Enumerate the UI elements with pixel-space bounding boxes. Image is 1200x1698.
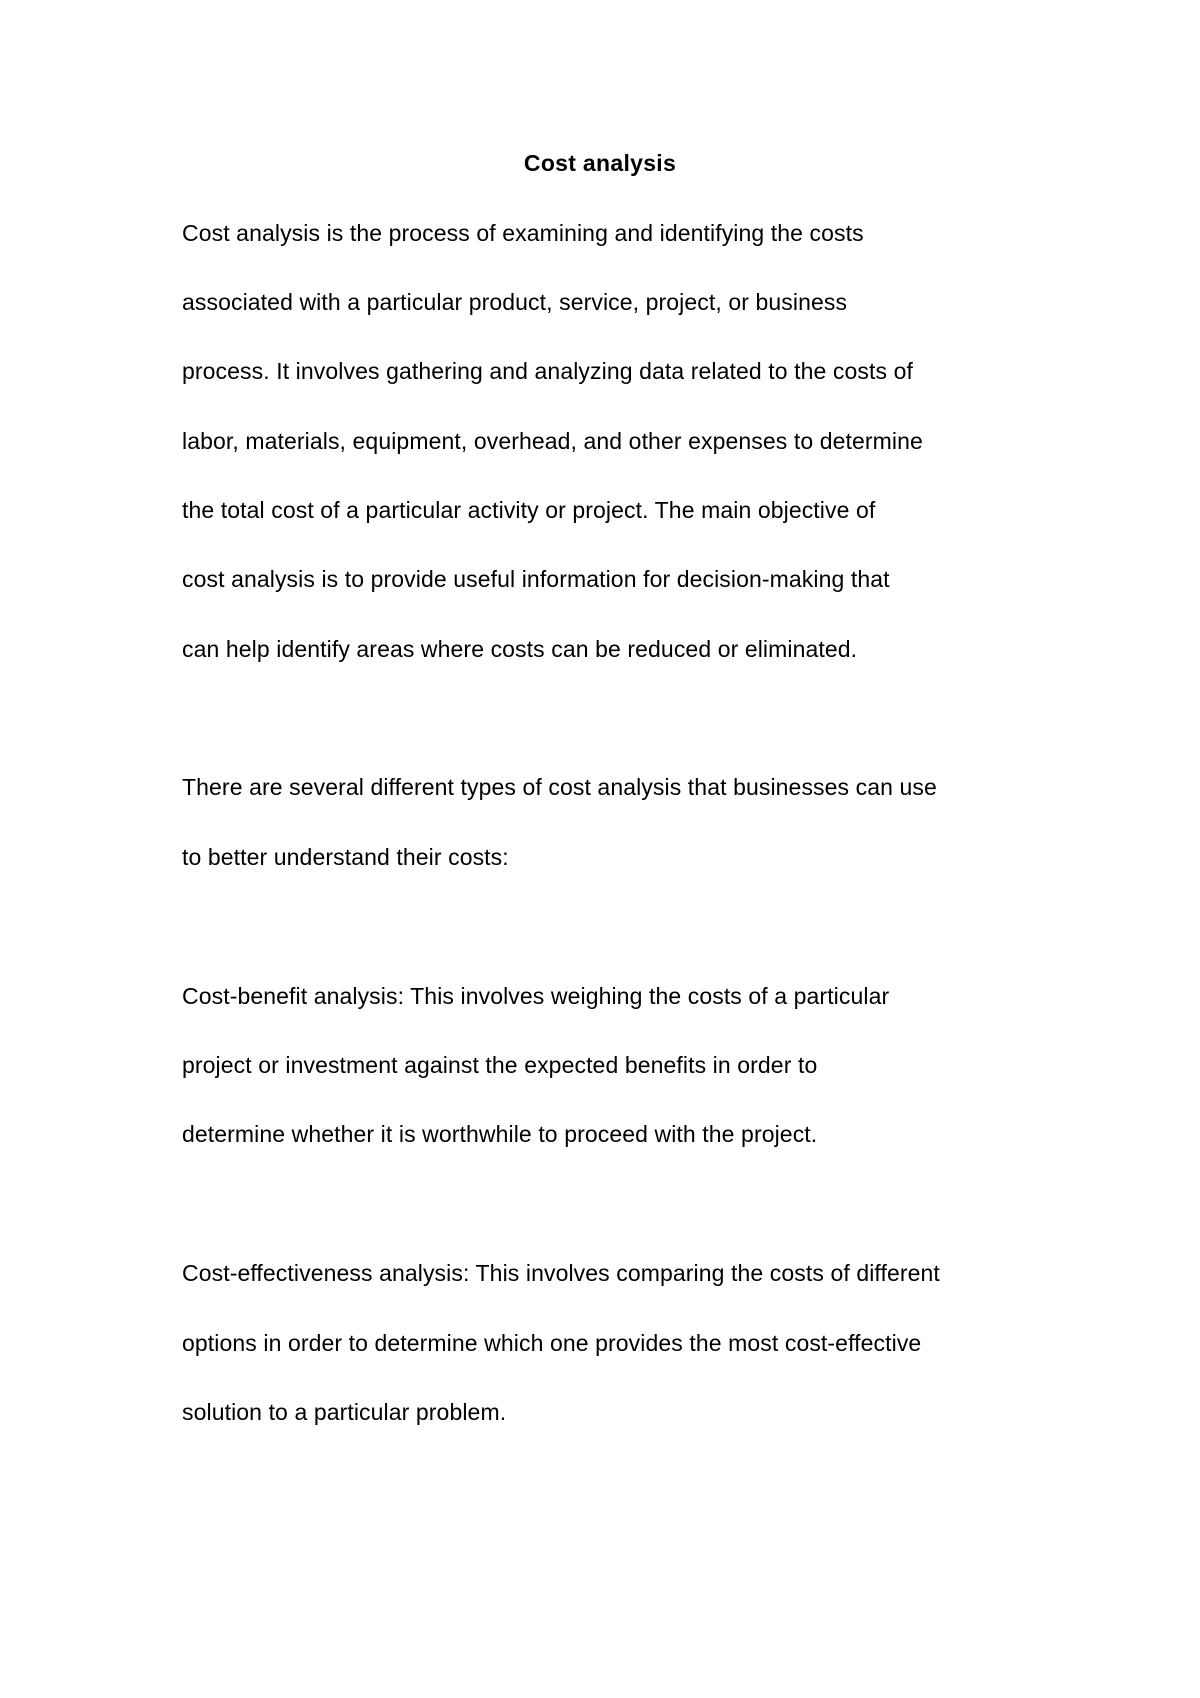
text-line: Cost-effectiveness analysis: This involves comparing the costs of different [182,1260,940,1286]
text-line: the total cost of a particular activity or project. The main objective of [182,497,876,523]
text-line: determine whether it is worthwhile to proceed with the project. [182,1121,818,1147]
text-line: cost analysis is to provide useful information for decision-making that [182,566,890,592]
text-line: Cost analysis is the process of examining and identifying the costs [182,220,864,246]
text-line: to better understand their costs: [182,844,509,870]
text-line: There are several different types of cost analysis that businesses can use [182,774,937,800]
text-line: associated with a particular product, service, project, or business [182,289,848,315]
text-line: solution to a particular problem. [182,1399,507,1425]
text-line: can help identify areas where costs can be reduced or eliminated. [182,636,858,662]
document-title: Cost analysis [523,150,677,176]
text-line: options in order to determine which one provides the most cost-effective [182,1330,922,1356]
text-line: labor, materials, equipment, overhead, and other expenses to determine [182,428,923,454]
text-line: Cost-benefit analysis: This involves weighing the costs of a particular [182,983,890,1009]
text-line: process. It involves gathering and analyzing data related to the costs of [182,358,913,384]
text-line: project or investment against the expected benefits in order to [182,1052,818,1078]
